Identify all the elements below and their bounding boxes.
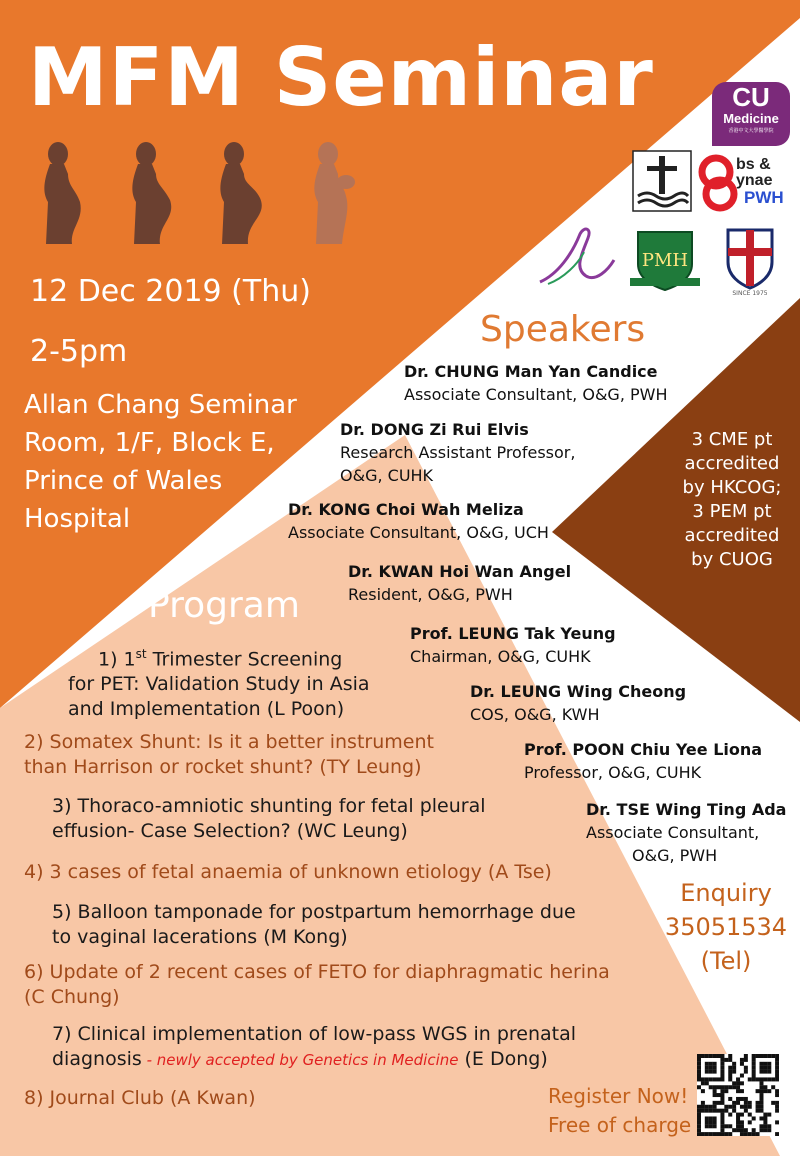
pregnancy-silhouettes-icon [30,140,390,250]
speaker-item [410,622,616,668]
speaker-role: Associate Consultant, O&G, PWH [404,385,668,404]
speakers-heading: Speakers [480,309,646,350]
program-item-1: 1) 1st Trimester Screening for PET: Validation Study in Asia and Implementation (L Poon) [68,647,370,721]
speaker-name: Dr. KONG Choi Wah Meliza [288,500,524,519]
speaker-role: Resident, O&G, PWH [348,585,513,604]
speaker-role: Associate Consultant, [586,823,760,842]
svg-text:PMH: PMH [641,250,689,271]
speaker-item [404,360,667,406]
speaker-name: Dr. LEUNG Wing Cheong [470,682,687,701]
venue-line: Hospital [24,504,131,534]
speaker-name: Dr. CHUNG Man Yan Candice [404,362,658,381]
program-item-2: 2) Somatex Shunt: Is it a better instrument than Harrison or rocket shunt? (TY Leung) [24,731,434,778]
event-venue [24,386,297,538]
program-item-8: 8) Journal Club (A Kwan) [24,1087,256,1109]
speaker-item [340,418,575,487]
swirl-logo-icon [534,224,618,290]
speaker-role: Research Assistant Professor, [340,443,576,462]
qr-code-icon[interactable] [697,1054,779,1136]
register-cta[interactable]: Register Now! Free of charge [548,1084,692,1137]
speaker-name: Dr. TSE Wing Ting Ada [586,800,787,819]
enquiry-contact: Enquiry 35051534 (Tel) [664,879,788,975]
program-item-4: 4) 3 cases of fetal anaemia of unknown etiology (A Tse) [24,861,552,883]
speaker-name: Dr. DONG Zi Rui Elvis [340,420,529,439]
speaker-name: Prof. LEUNG Tak Yeung [410,624,616,643]
pmh-crest-logo-icon [628,226,702,292]
venue-line: Allan Chang Seminar [24,390,297,420]
speaker-role: Chairman, O&G, CUHK [410,647,591,666]
speaker-item [288,498,549,544]
venue-line: Room, 1/F, Block E, [24,428,275,458]
publication-note: - newly accepted by Genetics in Medicine [141,1051,459,1069]
speaker-role: O&G, CUHK [340,466,434,485]
speaker-item [586,798,792,867]
program-item-5: 5) Balloon tamponade for postpartum hemorrhage due to vaginal lacerations (M Kong) [52,901,576,948]
venue-line: Prince of Wales [24,466,223,496]
speaker-role: Professor, O&G, CUHK [524,763,702,782]
speaker-item [348,560,571,606]
speaker-name: Prof. POON Chiu Yee Liona [524,740,763,759]
speaker-item [524,738,762,784]
cme-accreditation: 3 CME pt accredited by HKCOG; 3 PEM pt accredited by CUOG [682,429,782,570]
program-item-7: 7) Clinical implementation of low-pass WGS in prenatal diagnosis - newly accepted by Genetics in Medicine (E Dong) [52,1023,577,1070]
speaker-name: Dr. KWAN Hoi Wan Angel [348,562,572,581]
obs-gynae-pwh-logo: bs & ynae PWH [696,150,796,212]
church-cross-logo-icon [632,150,692,212]
cu-medicine-logo: CU Medicine 香港中文大學醫學院 [712,82,790,146]
event-date: 12 Dec 2019 (Thu) [30,274,311,309]
school-crest-logo-icon [718,226,782,296]
page-title: MFM Seminar [28,31,654,124]
program-item-6: 6) Update of 2 recent cases of FETO for diaphragmatic herina (C Chung) [24,961,610,1008]
speaker-role: Associate Consultant, O&G, UCH [288,523,549,542]
speaker-role: COS, O&G, KWH [470,705,600,724]
svg-text:SINCE 1975: SINCE 1975 [732,290,768,296]
speaker-item [470,680,686,726]
event-time: 2-5pm [30,334,128,369]
program-item-3: 3) Thoraco-amniotic shunting for fetal pleural effusion- Case Selection? (WC Leung) [52,795,486,842]
speaker-role: O&G, PWH [632,846,718,865]
program-heading: Program [148,585,300,626]
